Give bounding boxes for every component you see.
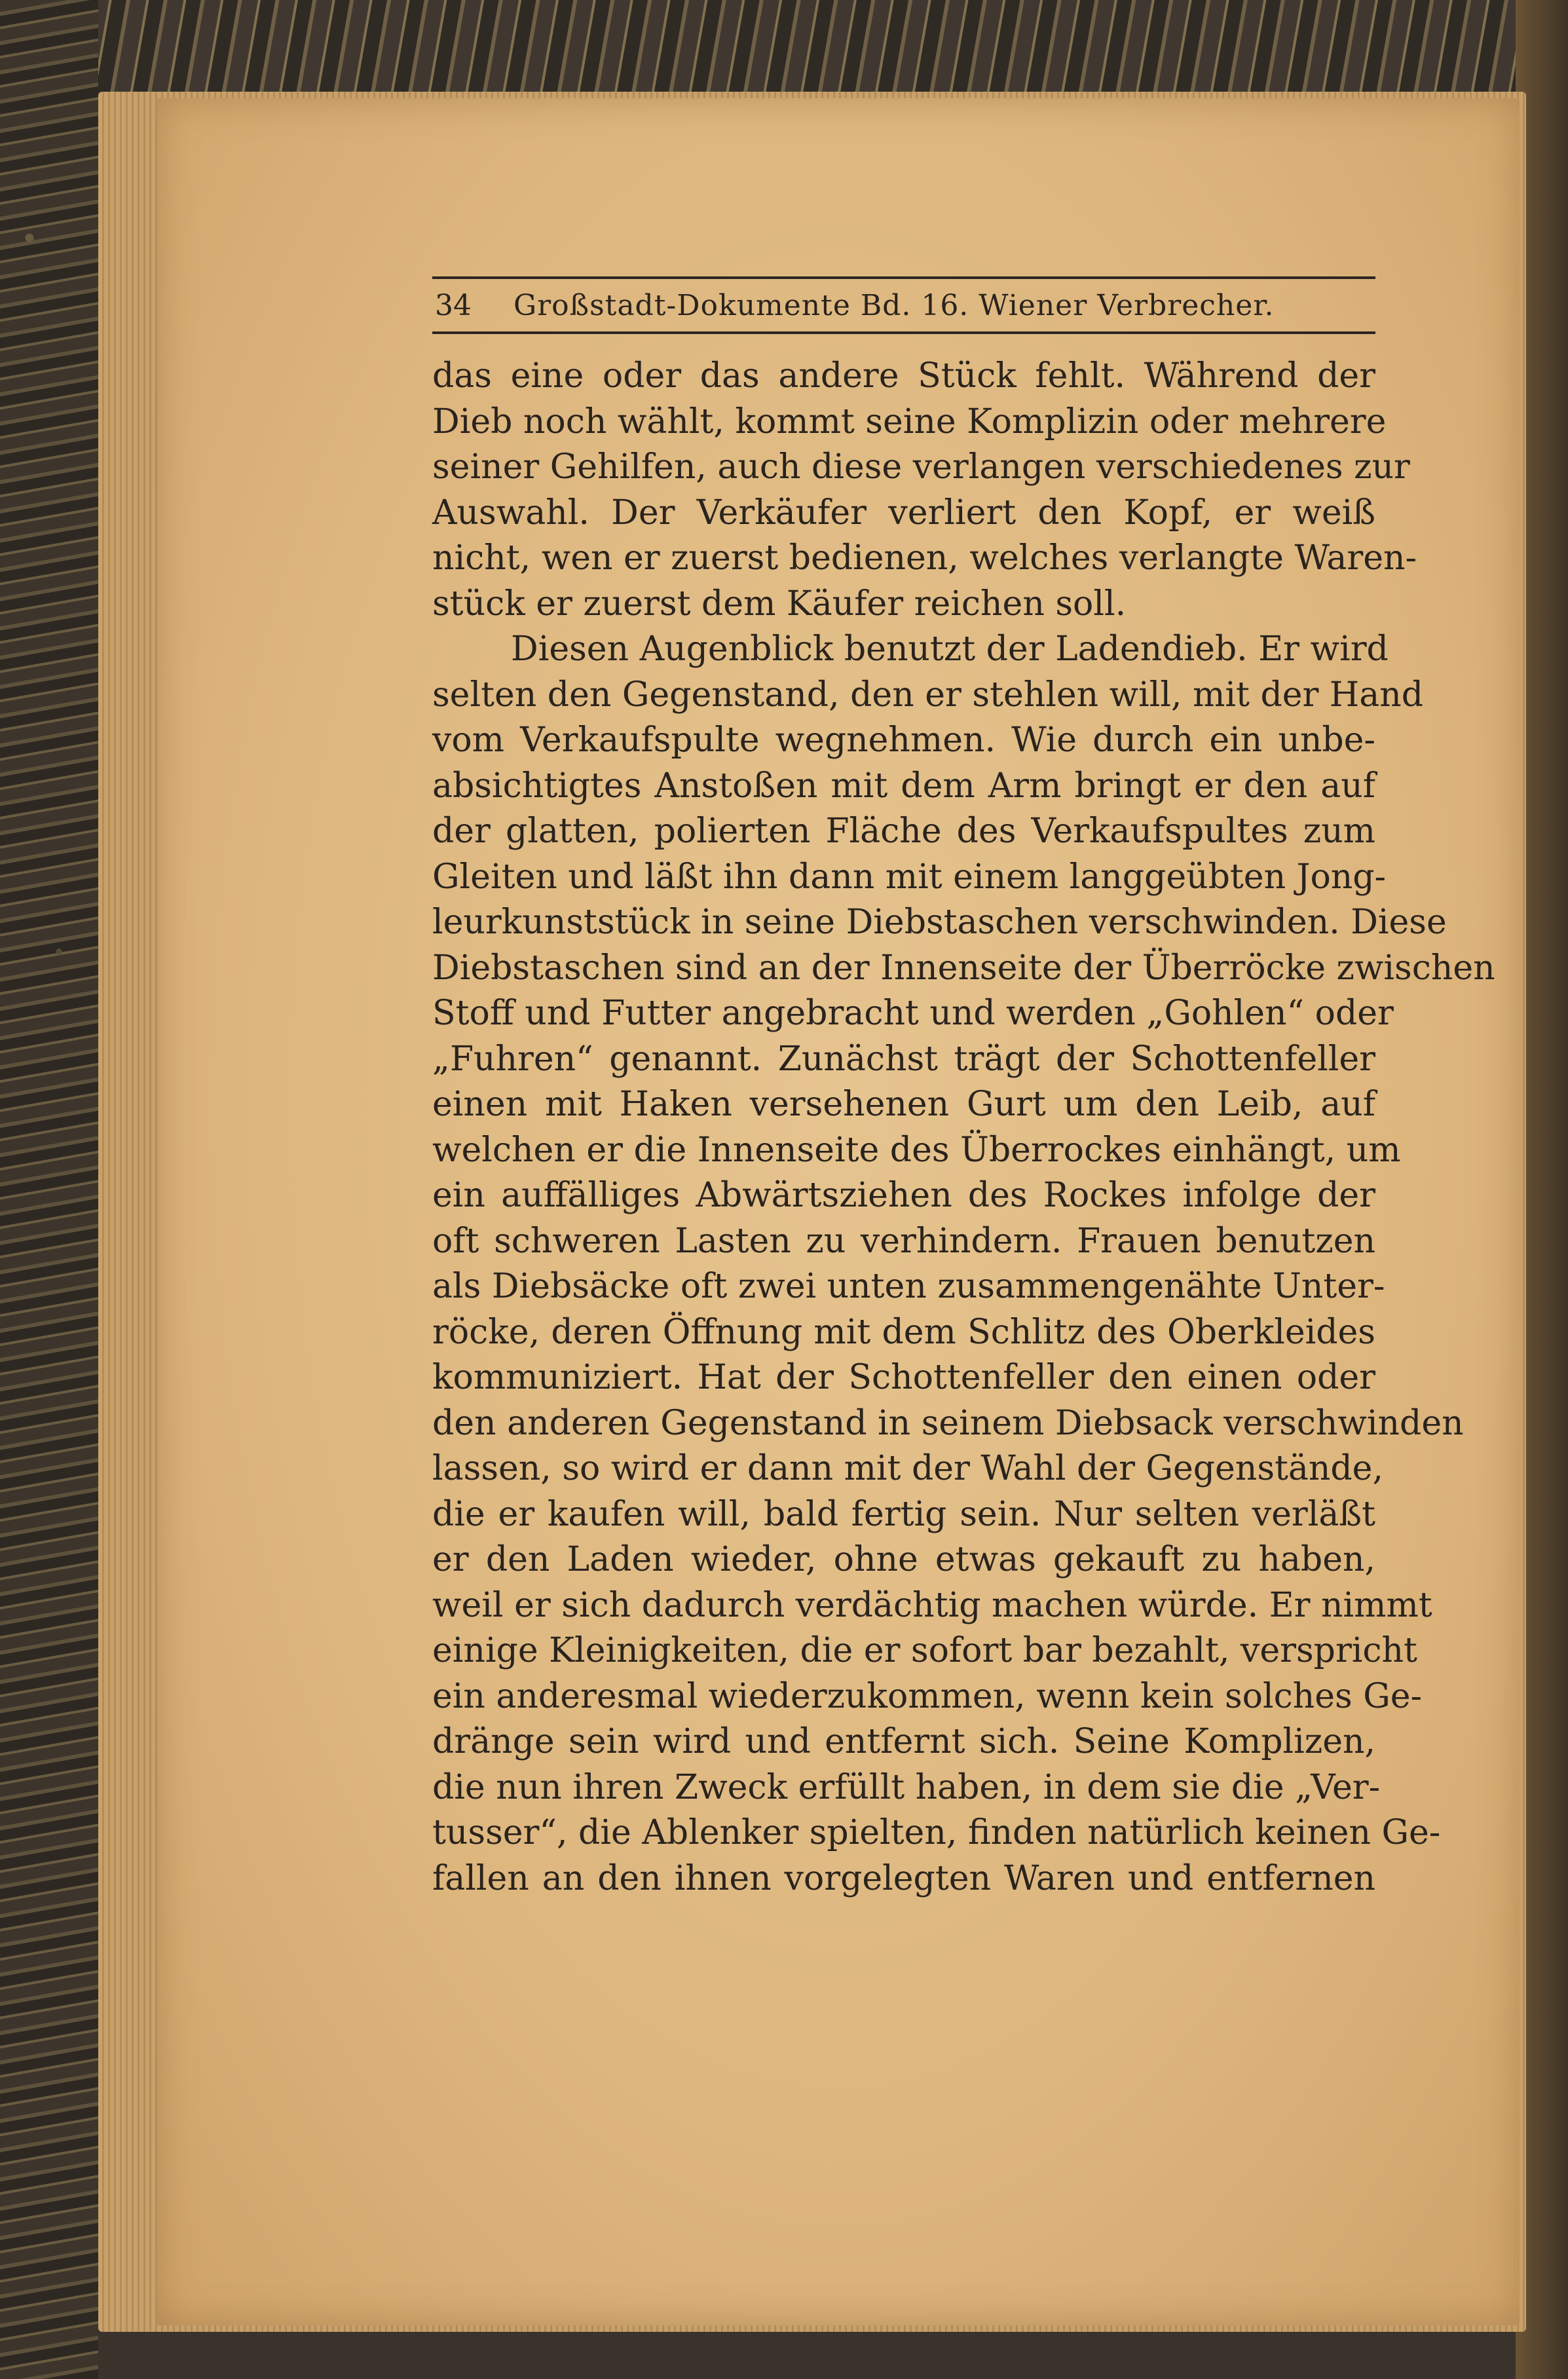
text-line: als Diebsäcke oft zwei unten zusammengenähte Unter- <box>432 1267 1385 1306</box>
text-line: leurkunststück in seine Diebstaschen verschwinden. Diese <box>432 903 1447 942</box>
page-number: 34 <box>435 288 472 322</box>
text-line: Dieb noch wählt, kommt seine Komplizin oder mehrere <box>432 402 1387 441</box>
text-line: er den Laden wieder, ohne etwas gekauft zu haben, <box>432 1540 1375 1579</box>
text-line: nicht, wen er zuerst bedienen, welches verlangte Waren- <box>432 538 1417 578</box>
text-line: weil er sich dadurch verdächtig machen würde. Er nimmt <box>432 1585 1432 1625</box>
text-line: Stoff und Futter angebracht und werden „Gohlen“ oder <box>432 994 1394 1033</box>
text-line: das eine oder das andere Stück fehlt. Während der <box>432 356 1375 396</box>
text-line: den anderen Gegenstand in seinem Diebsack verschwinden <box>432 1403 1464 1443</box>
text-line: Auswahl. Der Verkäufer verliert den Kopf, er weiß <box>432 493 1375 533</box>
text-line: stück er zuerst dem Käufer reichen soll. <box>432 584 1127 624</box>
text-line: lassen, so wird er dann mit der Wahl der Gegenstände, <box>432 1449 1383 1488</box>
text-line: seiner Gehilfen, auch diese verlangen verschiedenes zur <box>432 447 1410 487</box>
text-line: röcke, deren Öffnung mit dem Schlitz des Oberkleides <box>432 1312 1375 1352</box>
book-cover-top-edge <box>0 0 1568 98</box>
text-line: ein auffälliges Abwärtsziehen des Rockes infolge der <box>432 1176 1375 1215</box>
running-head-title: Großstadt-Dokumente Bd. 16. Wiener Verbrecher. <box>513 288 1275 322</box>
text-line: dränge sein wird und entfernt sich. Seine Komplizen, <box>432 1722 1375 1761</box>
text-line: die nun ihren Zweck erfüllt haben, in dem sie die „Ver- <box>432 1767 1381 1807</box>
text-line: die er kaufen will, bald fertig sein. Nur selten verläßt <box>432 1494 1375 1534</box>
text-line: Gleiten und läßt ihn dann mit einem langgeübten Jong- <box>432 857 1387 897</box>
body-text <box>432 354 1495 1901</box>
text-line: einen mit Haken versehenen Gurt um den Leib, auf <box>432 1085 1375 1124</box>
text-line: Diesen Augenblick benutzt der Ladendieb. Er wird <box>511 629 1389 669</box>
text-line: welchen er die Innenseite des Überrockes einhängt, um <box>432 1130 1401 1170</box>
text-line: tusser“, die Ablenker spielten, finden natürlich keinen Ge- <box>432 1813 1441 1852</box>
text-line: oft schweren Lasten zu verhindern. Frauen benutzen <box>432 1221 1375 1261</box>
text-line: ein anderesmal wiederzukommen, wenn kein solches Ge- <box>432 1676 1423 1716</box>
text-line: der glatten, polierten Fläche des Verkaufspultes zum <box>432 812 1375 851</box>
text-line: einige Kleinigkeiten, die er sofort bar bezahlt, verspricht <box>432 1631 1417 1670</box>
running-head <box>432 276 1375 334</box>
text-line: „Fuhren“ genannt. Zunächst trägt der Schottenfeller <box>432 1039 1375 1079</box>
text-line: Diebstaschen sind an der Innenseite der Überröcke zwischen <box>432 948 1495 988</box>
text-line: fallen an den ihnen vorgelegten Waren und entfernen <box>432 1858 1375 1898</box>
marbled-cover-left-edge <box>0 0 98 2379</box>
text-line: kommuniziert. Hat der Schottenfeller den einen oder <box>432 1358 1375 1397</box>
text-line: vom Verkaufspulte wegnehmen. Wie durch ein unbe- <box>432 721 1375 760</box>
text-line: absichtigtes Anstoßen mit dem Arm bringt er den auf <box>432 766 1375 806</box>
text-line: selten den Gegenstand, den er stehlen will, mit der Hand <box>432 675 1424 715</box>
